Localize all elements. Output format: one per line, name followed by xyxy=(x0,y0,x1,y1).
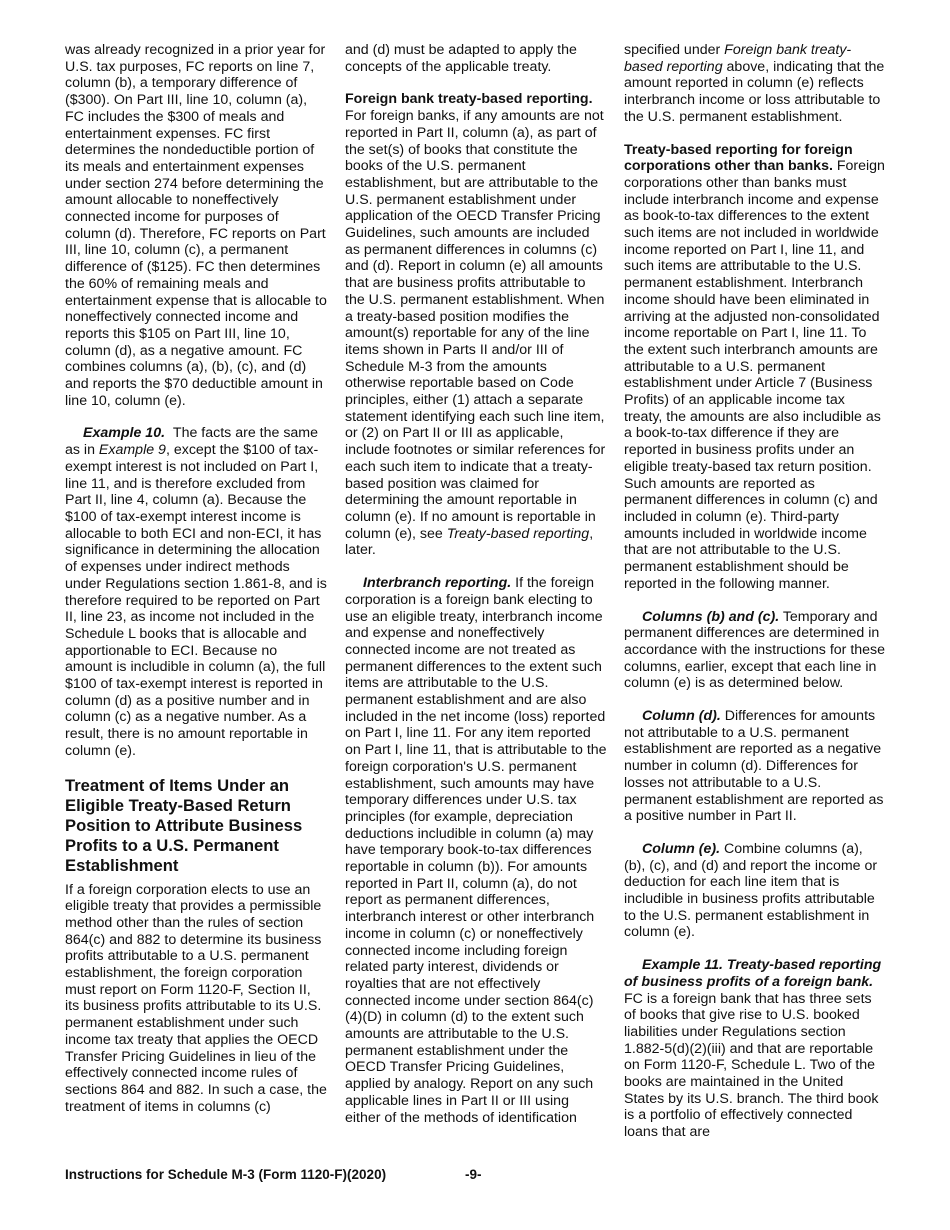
run-in-heading: Column (e). xyxy=(642,840,721,857)
columns-b-c-paragraph xyxy=(624,609,886,693)
paragraph: If a foreign corporation elects to use an eligible treaty that provides a permissible method other than the rules of section 864(c) and 882 to determine its business profits attributable to a U.S. permanent establishment, the foreign corporation must report on Form 1120-F, Section II, its business profits attributable to its U.S. permanent establishment under such income tax treaty that applies the OECD Transfer Pricing Guidelines in lieu of the effectively connected income rules of sections 864 and 882. In such a case, the treatment of items in columns (c) xyxy=(65,881,327,1115)
column-1 xyxy=(65,42,327,1115)
section-heading: Treatment of Items Under an Eligible Treaty-Based Return Position to Attribute Business Profits to a U.S. Permanent Establishment xyxy=(65,775,303,875)
footer-title: Instructions for Schedule M-3 (Form 1120-F)(2020) xyxy=(65,1167,387,1182)
page-number: -9- xyxy=(465,1167,482,1182)
text: above, indicating that the amount reported in column (e) reflects interbranch income or loss attributable to the U.S. permanent establishment. xyxy=(624,58,885,125)
treaty-based-other-paragraph xyxy=(624,142,886,593)
run-in-heading: Interbranch reporting. xyxy=(363,575,512,592)
text: Differences for amounts not attributable to a U.S. permanent establishment are reported as a negative number in column (d). Differences for losses not attributable to a U.S. permanent establishment are reported as a positive number in Part II. xyxy=(624,708,884,825)
text: Combine columns (a), (b), (c), and (d) and report the income or deduction for each line item that is includible in business profits attributable to the U.S. permanent establishment in column (e). xyxy=(624,840,878,941)
paragraph xyxy=(624,42,886,126)
treaty-based-reporting-reference: Treaty-based reporting xyxy=(446,525,590,542)
foreign-bank-reference: Foreign bank treaty-based reporting xyxy=(624,42,852,75)
column-3 xyxy=(624,42,886,1141)
column-d-paragraph xyxy=(624,708,886,825)
example-11 xyxy=(624,957,886,1141)
run-in-heading: Foreign bank treaty-based reporting. xyxy=(345,91,593,108)
foreign-bank-treaty-paragraph xyxy=(345,91,607,559)
example-9-reference: Example 9 xyxy=(98,442,166,459)
paragraph: and (d) must be adapted to apply the concepts of the applicable treaty. xyxy=(345,42,577,75)
run-in-heading: Column (d). xyxy=(642,708,721,725)
column-e-paragraph xyxy=(624,841,886,941)
text: For foreign banks, if any amounts are not reported in Part II, column (a), as part of the set(s) of books that constitute the books of the U.S. permanent establishment, but are attributable to the U.S. permanent establishment under application of the OECD Transfer Pricing Guidelines, such amounts are included as permanent differences in columns (c) and (d). Report in column (e) all amounts that are business profits attributable to the U.S. permanent establishment. When a treaty-based position modifies the amount(s) reportable for any of the line items shown in Parts II and/or III of Schedule M-3 from the amounts otherwise reportable based on Code principles, either (1) attach a separate statement identifying each such line item, or (2) on Part II or III as applicable, include footnotes or similar references for each such item to indicate that a treaty-based position was claimed for determining the amount reportable in column (e). If no amount is reportable in column (e), see xyxy=(345,108,606,542)
text: FC is a foreign bank that has three sets of books that give rise to U.S. booked liabilities under Regulations section 1.882-5(d)(2)(iii) and that are reportable on Form 1120-F, Schedule L. Two of the books are maintained in the United States by its U.S. branch. The third book is a portfolio of effectively connected loans that are xyxy=(624,990,879,1141)
page-footer xyxy=(65,1167,885,1182)
interbranch-paragraph xyxy=(345,575,607,1126)
example-11-label: Example 11. Treaty-based reporting of business profits of a foreign bank. xyxy=(624,957,882,990)
text: The facts are the same as in xyxy=(65,425,319,459)
text: , except the $100 of tax-exempt interest is not included on Part I, line 11, and is therefore excluded from Part II, line 4, column (a). Because the $100 of tax-exempt interest income is allocable to both ECI and non-ECI, it has significance in determining the allocation of expenses under indirect methods under Regulations section 1.861-8, and is therefore required to be reported on Part II, line 23, as income not included in the Schedule L books that is allocable and apportionable to ECI. Because no amount is includible in column (a), the full $100 of tax-exempt interest is reported in column (d) as a positive number and in column (c) as a negative number. As a result, there is no amount reportable in column (e). xyxy=(65,442,327,759)
text: If the foreign corporation is a foreign bank electing to use an eligible treaty, interbranch income and expense and noneffectively connected income are not treated as permanent differences to the extent such items are attributable to the U.S. permanent establishment and are also included in the net income (loss) reported on Part I, line 11. For any item reported on Part I, line 11, that is attributable to the foreign corporation's U.S. permanent establishment, such amounts may have temporary differences under U.S. tax principles (for example, depreciation deductions includible in column (a) may have temporary book-to-tax differences reportable in column (b)). For amounts reported in Part II, column (a), do not report as permanent differences, interbranch interest or other interbranch income in column (c) or noneffectively connected income including foreign related party interest, dividends or royalties that are not effectively connected income under section 864(c)(4)(D) in column (d) to the extent such amounts are attributable to the U.S. permanent establishment under the OECD Transfer Pricing Guidelines, applied by analogy. Report on any such applicable lines in Part II or III using either of the methods of identification xyxy=(345,575,607,1126)
run-in-heading: Columns (b) and (c). xyxy=(642,608,780,625)
text: specified under xyxy=(624,42,725,58)
run-in-heading: Treaty-based reporting for foreign corporations other than banks. xyxy=(624,141,853,175)
example-10 xyxy=(65,425,327,759)
column-2 xyxy=(345,42,607,1126)
paragraph: was already recognized in a prior year for U.S. tax purposes, FC reports on line 7, column (b), a temporary difference of ($300). On Part III, line 10, column (a), FC includes the $300 of meals and entertainment expenses. FC first determines the nondeductible portion of its meals and entertainment expenses under section 274 before determining the amount allocable to noneffectively connected income for purposes of column (d). Therefore, FC reports on Part III, line 10, column (c), a permanent difference of ($125). FC then determines the 60% of remaining meals and entertainment expense that is allocable to noneffectively connected income and reports this $105 on Part III, line 10, column (d), as a negative amount. FC combines columns (a), (b), (c), and (d) and reports the $70 deductible amount in line 10, column (e). xyxy=(65,42,327,409)
text: Foreign corporations other than banks must include interbranch income and expense as book-to-tax differences to the extent such items are not included in worldwide income reported on Part I, line 11, and such items are attributable to the U.S. permanent establishment. Interbranch income should have been eliminated in arriving at the adjusted non-consolidated income reportable on Part I, line 11. To the extent such interbranch amounts are attributable to a U.S. permanent establishment under Article 7 (Business Profits) of an applicable income tax treaty, the amounts are also includible as a book-to-tax difference if they are reported in business profits under an eligible treaty-based tax return position. Such amounts are reported as permanent differences in column (c) and included in column (e). Third-party amounts included in worldwide income that are not attributable to the U.S. permanent establishment should be reported in the following manner. xyxy=(624,158,885,592)
text: , later. xyxy=(345,525,594,559)
example-10-label: Example 10. xyxy=(83,425,166,442)
text: Temporary and permanent differences are determined in accordance with the instructions for these columns, earlier, except that each line in column (e) is as determined below. xyxy=(624,608,886,692)
